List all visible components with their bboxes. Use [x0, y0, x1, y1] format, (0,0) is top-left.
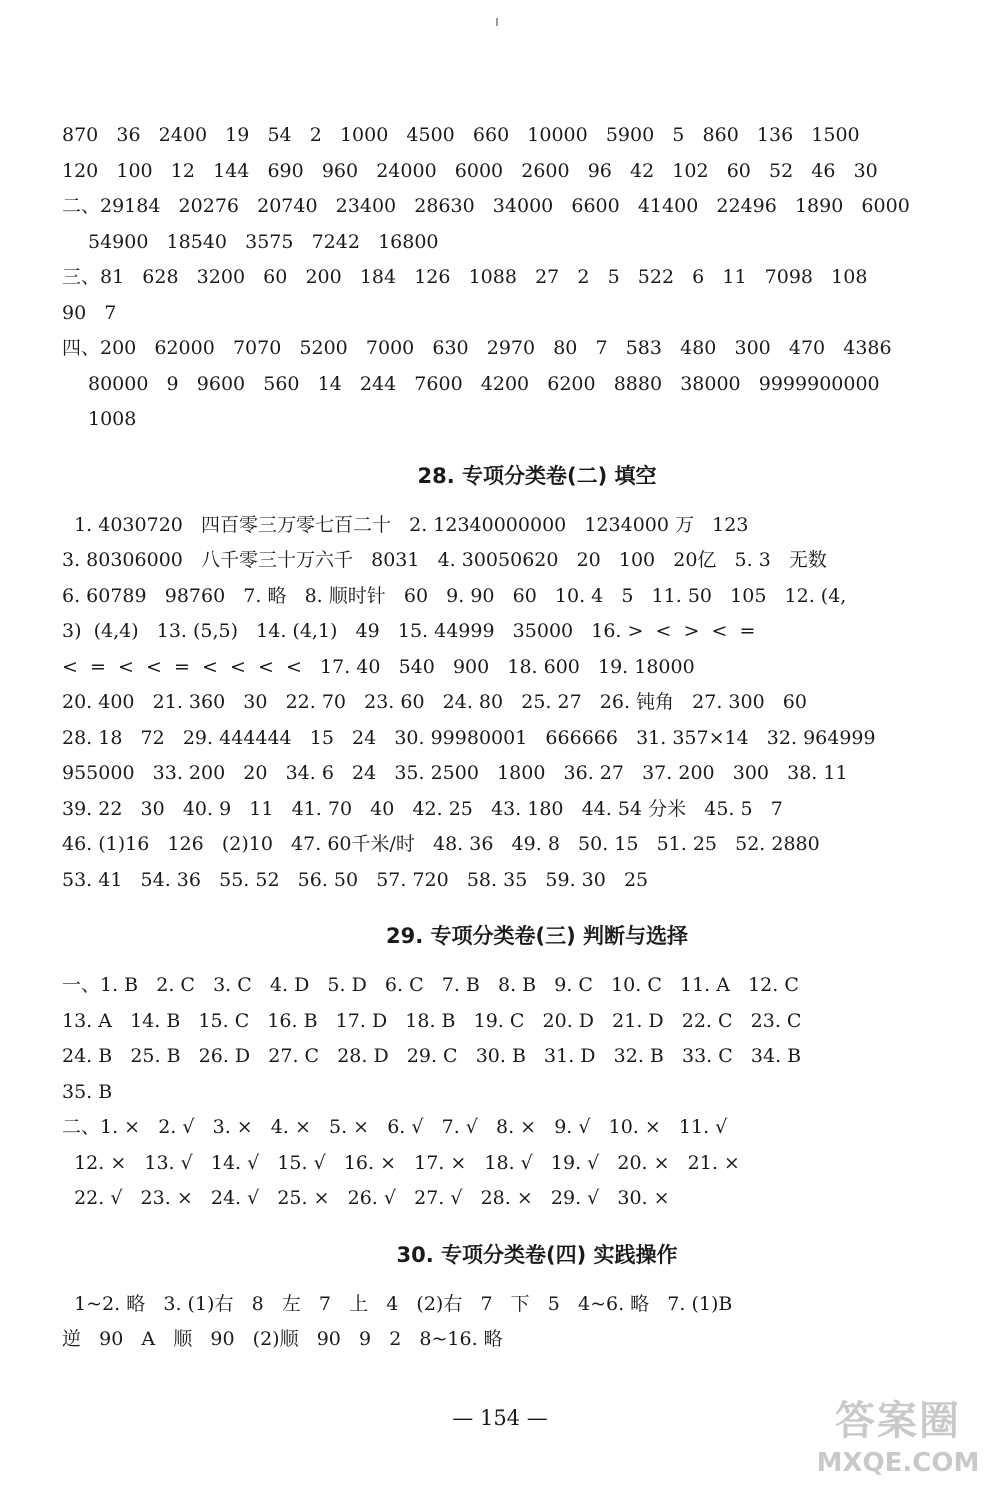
watermark-logo: 答案圈	[835, 1398, 961, 1444]
answer-line: 1~2. 略 3. (1)右 8 左 7 上 4 (2)右 7 下 5 4~6. 略 7. (1)B	[62, 1292, 733, 1315]
answer-line: 12. × 13. √ 14. √ 15. √ 16. × 17. × 18. √ 19. √ 20. × 21. ×	[62, 1151, 740, 1174]
answer-line: 3) (4,4) 13. (5,5) 14. (4,1) 49 15. 44999 35000 16. > < > < =	[62, 620, 756, 642]
answer-line: 955000 33. 200 20 34. 6 24 35. 2500 1800 36. 27 37. 200 300 38. 11	[62, 762, 848, 784]
top-mark	[496, 18, 498, 26]
answer-line: 28. 18 72 29. 444444 15 24 30. 99980001 666666 31. 357×14 32. 964999	[62, 726, 876, 749]
answer-line: 20. 400 21. 360 30 22. 70 23. 60 24. 80 25. 27 26. 钝角 27. 300 60	[62, 691, 807, 713]
answer-line: 13. A 14. B 15. C 16. B 17. D 18. B 19. C 20. D 21. D 22. C 23. C	[62, 1009, 802, 1032]
answer-line: 四、200 62000 7070 5200 7000 630 2970 80 7 583 480 300 470 4386	[62, 337, 892, 359]
answer-line: 1. 4030720 四百零三万零七百二十 2. 12340000000 1234000 万 123	[62, 513, 749, 536]
answer-line: 逆 90 A 顺 90 (2)顺 90 9 2 8~16. 略	[62, 1328, 503, 1350]
answer-line: 35. B	[62, 1080, 113, 1103]
answer-line: 1008	[88, 408, 137, 430]
section-title-28: 28. 专项分类卷(二) 填空	[417, 463, 657, 488]
answer-line: 39. 22 30 40. 9 11 41. 70 40 42. 25 43. 180 44. 54 分米 45. 5 7	[62, 797, 783, 820]
answer-line: 一、1. B 2. C 3. C 4. D 5. D 6. C 7. B 8. B 9. C 10. C 11. A 12. C	[62, 974, 799, 996]
answer-line: 3. 80306000 八千零三十万六千 8031 4. 30050620 20 100 20亿 5. 3 无数	[62, 549, 827, 571]
answer-line: 53. 41 54. 36 55. 52 56. 50 57. 720 58. 35 59. 30 25	[62, 868, 649, 891]
answer-line: 6. 60789 98760 7. 略 8. 顺时针 60 9. 90 60 10. 4 5 11. 50 105 12. (4,	[62, 584, 847, 607]
page-number: — 154 —	[452, 1406, 548, 1430]
answer-content	[62, 118, 942, 1358]
answer-line: 二、29184 20276 20740 23400 28630 34000 6600 41400 22496 1890 6000	[62, 195, 910, 217]
answer-line: 46. (1)16 126 (2)10 47. 60千米/时 48. 36 49. 8 50. 15 51. 25 52. 2880	[62, 833, 820, 855]
answer-line: 90 7	[62, 301, 117, 324]
answer-line: 二、1. × 2. √ 3. × 4. × 5. × 6. √ 7. √ 8. × 9. √ 10. × 11. √	[62, 1116, 728, 1138]
answer-line: 三、81 628 3200 60 200 184 126 1088 27 2 5 522 6 11 7098 108	[62, 266, 868, 288]
answer-line: 24. B 25. B 26. D 27. C 28. D 29. C 30. B 31. D 32. B 33. C 34. B	[62, 1045, 802, 1067]
answer-line: 22. √ 23. × 24. √ 25. × 26. √ 27. √ 28. × 29. √ 30. ×	[62, 1187, 670, 1209]
answer-line: 120 100 12 144 690 960 24000 6000 2600 96 42 102 60 52 46 30	[62, 159, 878, 182]
watermark	[808, 1396, 988, 1486]
watermark-url: MXQE.COM	[816, 1448, 980, 1478]
answer-line: 870 36 2400 19 54 2 1000 4500 660 10000 5900 5 860 136 1500	[62, 124, 860, 146]
answer-line: < = < < = < < < < 17. 40 540 900 18. 600 19. 18000	[62, 655, 695, 678]
answer-line: 80000 9 9600 560 14 244 7600 4200 6200 8880 38000 9999900000	[88, 372, 880, 395]
section-title-29: 29. 专项分类卷(三) 判断与选择	[385, 924, 689, 948]
answer-line: 54900 18540 3575 7242 16800	[88, 230, 439, 253]
section-title-30: 30. 专项分类卷(四) 实践操作	[396, 1242, 678, 1267]
